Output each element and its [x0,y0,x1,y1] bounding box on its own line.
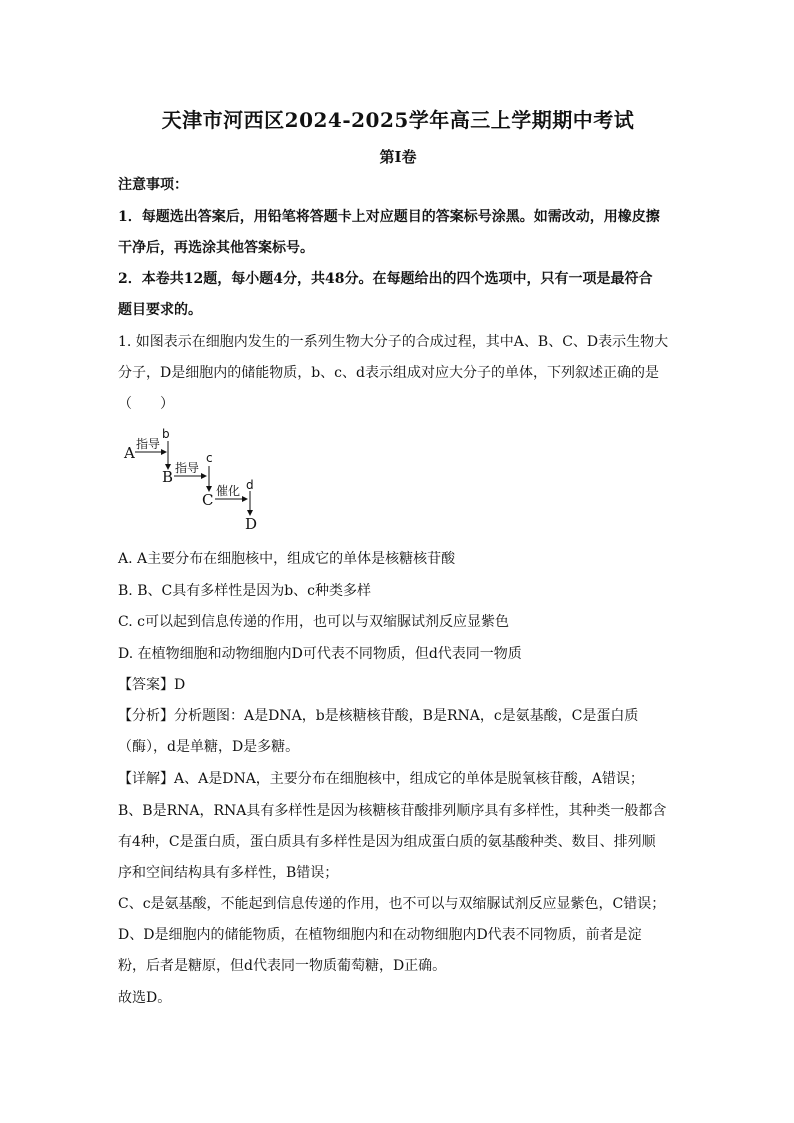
node-c: C [202,491,214,509]
node-a: A [124,444,135,462]
monomer-b: b [162,427,170,441]
detail-line-5: C、c是氨基酸，不能起到信息传递的作用，也不可以与双缩脲试剂反应显紫色，C错误； [118,896,666,912]
arrow-label-ab: 指导 [136,437,161,451]
detail-line-1: 【详解】A、A是DNA，主要分布在细胞核中，组成它的单体是脱氧核苷酸，A错误； [118,771,644,787]
detail-line-7: 粉，后者是糖原，但d代表同一物质葡萄糖，D正确。 [118,958,447,974]
option-a: A. A主要分布在细胞核中，组成它的单体是核糖核苷酸 [118,551,456,567]
notice-heading: 注意事项： [118,177,188,193]
detail-line-3: 有4种，C是蛋白质，蛋白质具有多样性是因为组成蛋白质的氨基酸种类、数目、排列顺 [118,834,656,850]
arrow-label-cd: 催化 [216,484,241,498]
arrow-label-bc: 指导 [175,461,200,475]
notice-item-1-line-2: 干净后，再选涂其他答案标号。 [118,240,314,256]
analysis-line-2: （酶），d是单糖，D是多糖。 [118,739,300,755]
option-d: D. 在植物细胞和动物细胞内D可代表不同物质，但d代表同一物质 [118,646,522,662]
option-b: B. B、C具有多样性是因为b、c种类多样 [118,583,371,599]
monomer-c: c [206,451,213,465]
notice-item-2-line-1: 2．本卷共12题，每小题4分，共48分。在每题给出的四个选项中，只有一项是最符合 [118,271,653,287]
answer-line: 【答案】D [118,677,186,693]
detail-line-6: D、D是细胞内的储能物质，在植物细胞内和在动物细胞内D代表不同物质，前者是淀 [118,927,642,943]
question-stem-line-2: 分子，D是细胞内的储能物质，b、c、d表示组成对应大分子的单体，下列叙述正确的是 [118,365,659,381]
node-b: B [162,468,174,486]
question-stem-line-3: （ ） [118,396,174,412]
monomer-d: d [246,478,254,492]
conclusion-line: 故选D。 [118,990,172,1006]
synthesis-diagram-svg [120,425,270,535]
detail-line-4: 序和空间结构具有多样性，B错误； [118,865,339,881]
page-title: 天津市河西区2024-2025学年高三上学期期中考试 [161,108,635,132]
section-title: 第I卷 [379,148,417,166]
node-d: D [245,515,258,533]
analysis-line-1: 【分析】分析题图：A是DNA，b是核糖核苷酸，B是RNA，c是氨基酸，C是蛋白质 [118,708,639,724]
notice-item-2-line-2: 题目要求的。 [118,302,202,318]
synthesis-diagram [120,425,270,535]
option-c: C. c可以起到信息传递的作用，也可以与双缩脲试剂反应显紫色 [118,614,509,630]
detail-line-2: B、B是RNA，RNA具有多样性是因为核糖核苷酸排列顺序具有多样性，其种类一般都含 [118,803,667,819]
question-stem-line-1: 1. 如图表示在细胞内发生的一系列生物大分子的合成过程，其中A、B、C、D表示生物大 [118,334,669,350]
notice-item-1-line-1: 1．每题选出答案后，用铅笔将答题卡上对应题目的答案标号涂黑。如需改动，用橡皮擦 [118,209,660,225]
